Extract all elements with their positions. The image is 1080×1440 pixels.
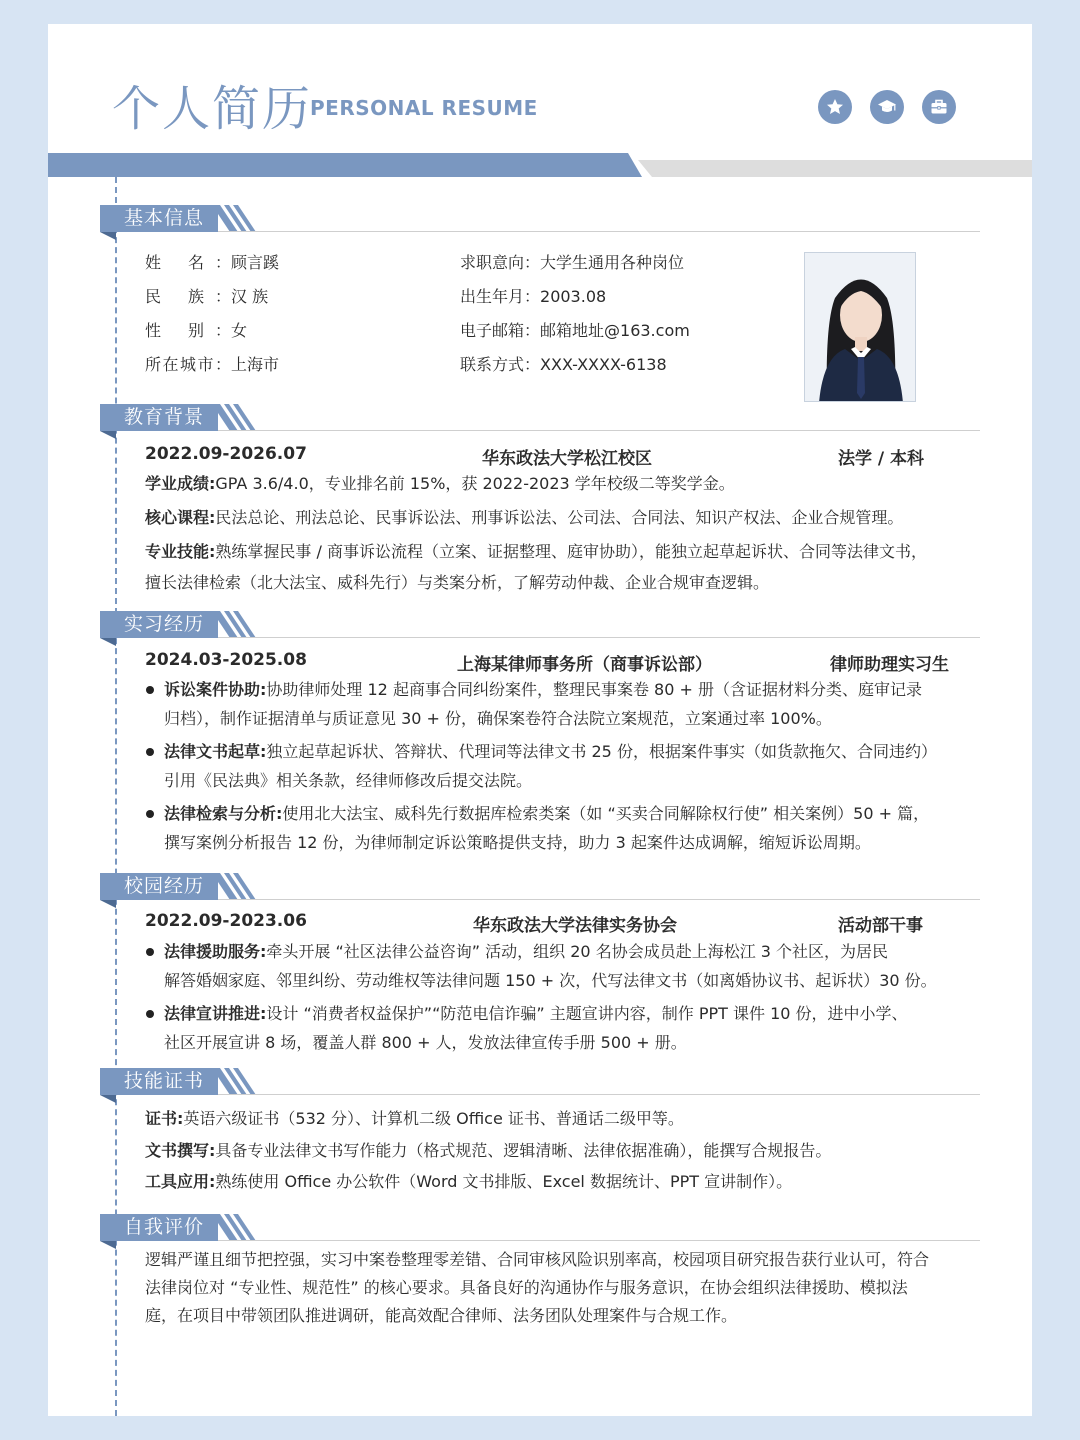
section-divider	[218, 637, 980, 638]
section-stripes	[212, 404, 264, 431]
basic-email: 电子邮箱：邮箱地址@163.com	[460, 321, 690, 340]
page-subtitle: PERSONAL RESUME	[310, 96, 538, 120]
section-fold	[100, 431, 116, 439]
section-divider	[218, 1240, 980, 1241]
bullet-dot	[146, 748, 154, 756]
page-title: 个人简历	[112, 81, 313, 137]
campus-role: 活动部干事	[838, 916, 923, 936]
skills-cert: 证书:英语六级证书（532 分）、计算机二级 Office 证书、普通话二级甲等。	[145, 1109, 684, 1128]
basic-name: 姓 名：顾言蹊	[145, 253, 280, 272]
header-band	[48, 153, 642, 177]
section-stripes	[212, 205, 264, 232]
section-title: 自我评价	[100, 1214, 218, 1241]
section-title: 技能证书	[100, 1068, 218, 1095]
bullet-dot	[146, 686, 154, 694]
section-divider	[218, 899, 980, 900]
section-stripes	[212, 1214, 264, 1241]
section-title: 基本信息	[100, 205, 218, 232]
internship-date: 2024.03-2025.08	[145, 650, 307, 670]
campus-date: 2022.09-2023.06	[145, 911, 307, 931]
section-fold	[100, 232, 116, 240]
section-skills-header	[100, 1068, 980, 1108]
resume-page: 个人简历 PERSONAL RESUME 基本信息 姓 名：顾言蹊 民 族：汉 族 性 别：女 所在城市：上海市 求职意向：大学生通用各种岗位 出生年月：2003.08 电子邮箱：邮箱地址@163.com 联系方式：XXX-XXXX-6138 教育背景 2022.09-2026.07 华东政法大学松江校区 法学 / 本科 学业成绩:GPA 3.6/4.0，专业排名前 15%，获 2022-2023 学年校级二等奖学金。 核心课程:民法总论、刑法总论、民事诉讼法、刑事诉讼法、公司法、合同法、知识产权法、企业合规管理。 专业技能:熟练掌握民事 / 商事诉讼流程（立案、证据整理、庭审协助），能独立起草起诉状、合同等法律文书， 擅长法律检索（北大法宝、威科先行）与类案分析，了解劳动仲裁、企业合规审查逻辑。 实习经历 2024.03-2025.08 上海某律师事务所（商事诉讼部） 律师助理实习生 诉讼案件协助:协助律师处理 12 起商事合同纠纷案件，整理民事案卷 80 + 册（含证据材料分类、庭审记录 归档），制作证据清单与质证意见 30 + 份，确保案卷符合法院立案规范，立案通过率 100%。 法律文书起草:独立起草起诉状、答辩状、代理词等法律文书 25 份，根据案件事实（如货款拖欠、合同违约） 引用《民法典》相关条款，经律师修改后提交法院。 法律检索与分析:使用北大法宝、威科先行数据库检索类案（如 “买卖合同解除权行使” 相关案例）50 + 篇， 撰写案例分析报告 12 份，为律师制定诉讼策略提供支持，助力 3 起案件达成调解，缩短诉讼周期。 校园经历 2022.09-2023.06 华东政法大学法律实务协会 活动部干事 法律援助服务:牵头开展 “社区法律公益咨询” 活动，组织 20 名协会成员赴上海松江 3 个社区，为居民 解答婚姻家庭、邻里纠纷、劳动维权等法律问题 150 + 次，代写法律文书（如离婚协议书、起诉状）30 份。 法律宣讲推进:设计 “消费者权益保护”“防范电信诈骗” 主题宣讲内容，制作 PPT 课件 10 份，进中小学、 社区开展宣讲 8 场，覆盖人群 800 + 人，发放法律宣传手册 500 + 册。 技能证书 证书:英语六级证书（532 分）、计算机二级 Office 证书、普通话二级甲等。 文书撰写:具备专业法律文书写作能力（格式规范、逻辑清晰、法律依据准确），能撰写合规报告。 工具应用:熟练使用 Office 办公软件（Word 文书排版、Excel 数据统计、PPT 宣讲制作）。 自我评价 逻辑严谨且细节把控强，实习中案卷整理零差错、合同审核风险识别率高，校园项目研究报告获行业认可，符合 法律岗位对 “专业性、规范性” 的核心要求。具备良好的沟通协作与服务意识，在协会组织法律援助、模拟法 庭，在项目中带领团队推进调研，能高效配合律师、法务团队处理案件与合规工作。	[48, 24, 1032, 1416]
section-fold	[100, 1241, 116, 1249]
education-grade: 学业成绩:GPA 3.6/4.0，专业排名前 15%，获 2022-2023 学年校级二等奖学金。	[145, 474, 735, 493]
education-course: 核心课程:民法总论、刑法总论、民事诉讼法、刑事诉讼法、公司法、合同法、知识产权法、企业合规管理。	[145, 508, 904, 527]
basic-phone: 联系方式：XXX-XXXX-6138	[460, 355, 667, 374]
section-internship-header	[100, 611, 980, 651]
section-stripes	[212, 611, 264, 638]
bullet-dot	[146, 1010, 154, 1018]
section-campus-header	[100, 873, 980, 913]
skills-writing: 文书撰写:具备专业法律文书写作能力（格式规范、逻辑清晰、法律依据准确），能撰写合规报告。	[145, 1141, 832, 1160]
section-divider	[218, 1094, 980, 1095]
basic-gender: 性 别：女	[145, 321, 248, 340]
basic-intent: 求职意向：大学生通用各种岗位	[460, 253, 685, 272]
section-basic-header	[100, 205, 980, 245]
education-school: 华东政法大学松江校区	[482, 449, 652, 469]
section-divider	[218, 231, 980, 232]
skills-tools: 工具应用:熟练使用 Office 办公软件（Word 文书排版、Excel 数据统计、PPT 宣讲制作）。	[145, 1172, 793, 1191]
section-education-header	[100, 404, 980, 444]
star-icon	[818, 90, 852, 124]
section-fold	[100, 900, 116, 908]
education-skill: 专业技能:熟练掌握民事 / 商事诉讼流程（立案、证据整理、庭审协助），能独立起草起诉状、合同等法律文书， 擅长法律检索（北大法宝、威科先行）与类案分析，了解劳动仲裁、企业合规审查逻辑。	[145, 542, 927, 592]
header-band-gray	[638, 160, 1032, 177]
basic-city: 所在城市：上海市	[145, 355, 280, 374]
education-date: 2022.09-2026.07	[145, 444, 307, 464]
section-stripes	[212, 1068, 264, 1095]
graduation-cap-icon	[870, 90, 904, 124]
section-title: 实习经历	[100, 611, 218, 638]
campus-org: 华东政法大学法律实务协会	[473, 916, 677, 936]
section-fold	[100, 1095, 116, 1103]
section-title: 教育背景	[100, 404, 218, 431]
internship-role: 律师助理实习生	[830, 655, 949, 675]
header-icons	[818, 90, 956, 124]
section-title: 校园经历	[100, 873, 218, 900]
section-stripes	[212, 873, 264, 900]
profile-photo	[804, 252, 916, 402]
basic-birth: 出生年月：2003.08	[460, 287, 607, 306]
bullet-dot	[146, 948, 154, 956]
education-major: 法学 / 本科	[838, 449, 925, 469]
self-evaluation: 逻辑严谨且细节把控强，实习中案卷整理零差错、合同审核风险识别率高，校园项目研究报告获行业认可，符合 法律岗位对 “专业性、规范性” 的核心要求。具备良好的沟通协作与服务意识，在协会组织法律援助、模拟法 庭，在项目中带领团队推进调研，能高效配合律师、法务团队处理案件与合规工作。	[145, 1250, 930, 1325]
section-divider	[218, 430, 980, 431]
basic-ethnic: 民 族：汉 族	[145, 287, 269, 306]
briefcase-icon	[922, 90, 956, 124]
section-fold	[100, 638, 116, 646]
bullet-dot	[146, 810, 154, 818]
internship-org: 上海某律师事务所（商事诉讼部）	[457, 655, 712, 675]
